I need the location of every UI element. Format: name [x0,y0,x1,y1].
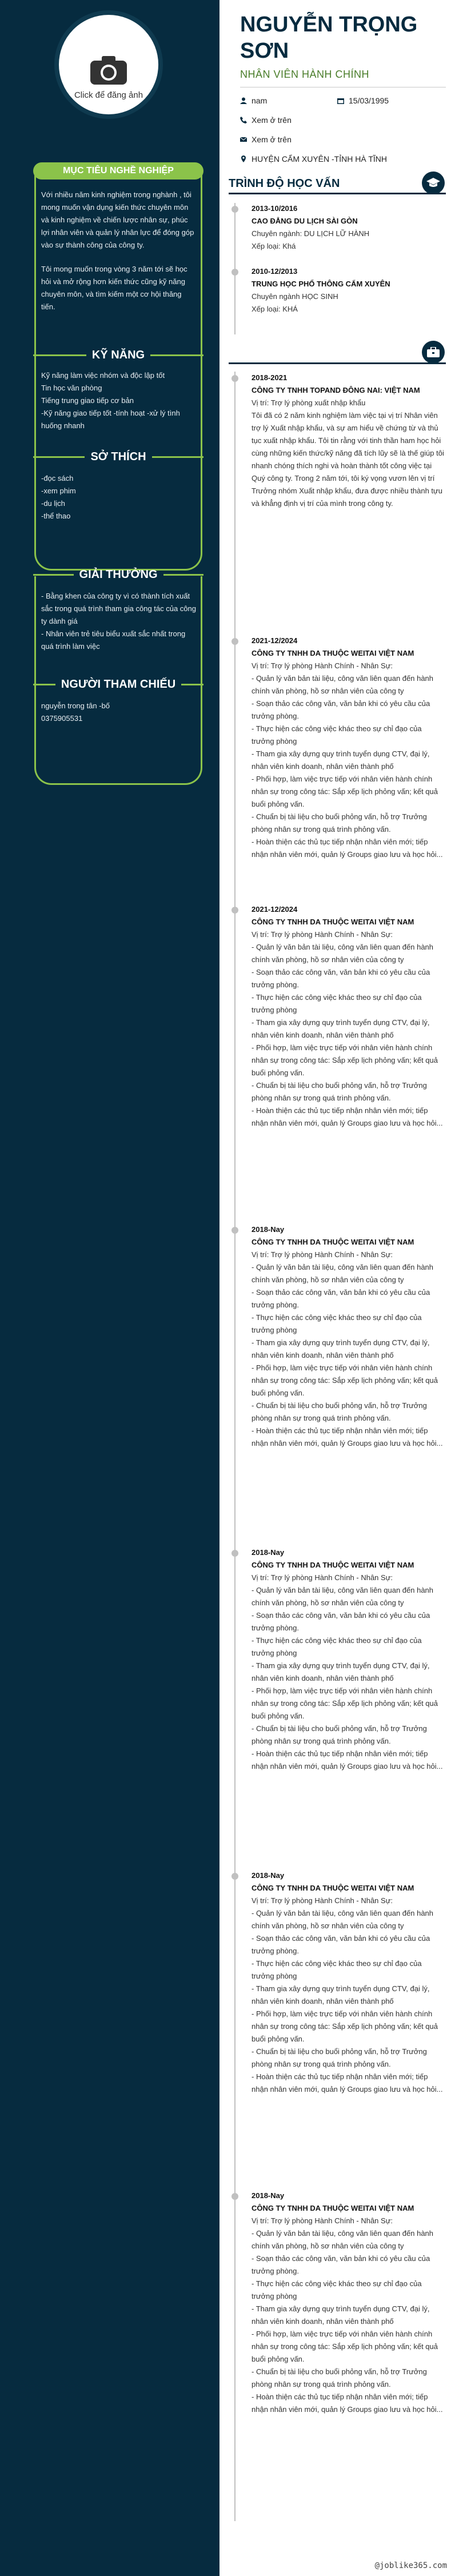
address-row [240,154,387,164]
calendar-icon [337,97,344,104]
gender-value: nam [252,96,268,105]
experience-detail: - Chuẩn bị tài liệu cho buổi phỏng vấn, hỗ trợ Trưởng phòng nhân sự trong quá trình phỏng vấn. [252,1724,427,1745]
experience-detail: - Soạn thảo các công văn, văn bản khi có yêu cầu của trưởng phòng. [252,2254,430,2275]
briefcase-icon [422,341,445,364]
experience-detail: - Tham gia xây dựng quy trình tuyển dụng CTV, đại lý, nhân viên kinh doanh, nhân viên thành phố [252,1338,430,1359]
gender-row [240,96,267,105]
experience-detail: - Hoàn thiện các thủ tục tiếp nhận nhân viên mới; tiếp nhận nhân viên mới, quản lý Groups giao lưu và học hỏi... [252,2392,443,2414]
experience-date: 2018-2021 [252,373,288,382]
experience-detail: - Tham gia xây dựng quy trình tuyển dụng CTV, đại lý, nhân viên kinh doanh, nhân viên thành phố [252,1661,430,1682]
experience-detail: - Hoàn thiện các thủ tục tiếp nhận nhân viên mới; tiếp nhận nhân viên mới, quản lý Groups giao lưu và học hỏi... [252,1749,443,1770]
timeline-dot [232,1873,238,1880]
experience-detail: - Chuẩn bị tài liệu cho buổi phỏng vấn, hỗ trợ Trưởng phòng nhân sự trong quá trình phỏng vấn. [252,2047,427,2068]
experience-detail: - Thực hiện các công việc khác theo sự chỉ đạo của trưởng phòng [252,2279,422,2300]
experience-date: 2021-12/2024 [252,636,298,645]
experience-date: 2018-Nay [252,2191,285,2200]
hobby-item: -thể thao [41,512,71,520]
experience-detail: - Chuẩn bị tài liệu cho buổi phỏng vấn, hỗ trợ Trưởng phòng nhân sự trong quá trình phỏng vấn. [252,812,427,834]
experience-detail: - Thực hiện các công việc khác theo sự chỉ đạo của trưởng phòng [252,724,422,745]
timeline-dot [232,907,238,914]
phone-row [240,115,292,125]
skill-item: -Kỹ năng giao tiếp tốt -tính hoạt -xử lý tình huống nhanh [41,409,180,430]
phone-value: Xem ở trên [252,115,292,125]
candidate-name: NGUYỄN TRỌNG SƠN [240,13,418,63]
experience-detail: - Tham gia xây dựng quy trình tuyển dụng CTV, đại lý, nhân viên kinh doanh, nhân viên thành phố [252,1984,430,2005]
experience-detail: - Tham gia xây dựng quy trình tuyển dụng CTV, đại lý, nhân viên kinh doanh, nhân viên thành phố [252,1018,430,1039]
experience-detail: - Soạn thảo các công văn, văn bản khi có yêu cầu của trưởng phòng. [252,699,430,720]
experience-detail: - Thực hiện các công việc khác theo sự chỉ đạo của trưởng phòng [252,1959,422,1980]
experience-detail: - Hoàn thiện các thủ tục tiếp nhận nhân viên mới; tiếp nhận nhân viên mới, quản lý Groups giao lưu và học hỏi... [252,1106,443,1127]
experience-detail: - Hoàn thiện các thủ tục tiếp nhận nhân viên mới; tiếp nhận nhân viên mới, quản lý Groups giao lưu và học hỏi... [252,1426,443,1447]
experience-role: Vị trí: Trợ lý phòng Hành Chính - Nhân Sự: [252,661,393,670]
hobbies-title: SỞ THÍCH [33,450,203,464]
experience-detail: - Soạn thảo các công văn, văn bản khi có yêu cầu của trưởng phòng. [252,1611,430,1632]
experience-detail: - Phối hợp, làm việc trực tiếp với nhân viên hành chính nhân sự trong công tác: Sắp xếp lịch phỏng vấn; kết quả buổi phỏng vấn. [252,1043,438,1077]
location-icon [240,155,247,162]
experience-detail: - Quản lý văn bản tài liệu, công văn liên quan đến hành chính văn phòng, hồ sơ nhân viên của công ty [252,1909,434,1930]
footer-watermark: @joblike365.com [374,2561,447,2570]
experience-entry [252,2190,446,2416]
reference-name: nguyễn trong tân -bố [41,701,110,710]
skill-item: Tiếng trung giao tiếp cơ bản [41,396,134,405]
reference-phone: 0375905531 [41,714,83,723]
address-value: HUYỆN CẨM XUYÊN -TỈNH HÀ TĨNH [252,154,387,164]
experience-company: CÔNG TY TNHH TOPAND ĐÔNG NAI: VIỆT NAM [252,386,420,394]
timeline-dot [232,2193,238,2200]
experience-detail: - Tham gia xây dựng quy trình tuyển dụng CTV, đại lý, nhân viên kinh doanh, nhân viên thành phố [252,749,430,771]
award-item: - Nhân viên trẻ tiêu biểu xuất sắc nhất trong quá trình làm việc [41,629,186,651]
email-value: Xem ở trên [252,135,292,144]
experience-detail: - Phối hợp, làm việc trực tiếp với nhân viên hành chính nhân sự trong công tác: Sắp xếp lịch phỏng vấn; kết quả buổi phỏng vấn. [252,1686,438,1720]
education-entry: 2013-10/2016 CAO ĐẲNG DU LỊCH SÀI GÒN Chuyên ngành: DU LỊCH LỮ HÀNH Xếp loại: Khá [252,204,370,250]
experience-detail: - Thực hiện các công việc khác theo sự chỉ đạo của trưởng phòng [252,1636,422,1657]
phone-icon [240,117,247,123]
graduation-cap-icon [422,172,445,194]
experience-entry [252,1546,446,1773]
references [41,700,197,725]
experience-detail: - Quản lý văn bản tài liệu, công văn liên quan đến hành chính văn phòng, hồ sơ nhân viên của công ty [252,1263,434,1284]
objective-text [41,189,197,313]
experience-detail: - Phối hợp, làm việc trực tiếp với nhân viên hành chính nhân sự trong công tác: Sắp xếp lịch phỏng vấn; kết quả buổi phỏng vấn. [252,775,438,808]
experience-detail: - Chuẩn bị tài liệu cho buổi phỏng vấn, hỗ trợ Trưởng phòng nhân sự trong quá trình phỏng vấn. [252,1401,427,1422]
experience-detail: - Soạn thảo các công văn, văn bản khi có yêu cầu của trưởng phòng. [252,1934,430,1955]
timeline-dot [232,375,238,382]
experience-detail: - Chuẩn bị tài liệu cho buổi phỏng vấn, hỗ trợ Trưởng phòng nhân sự trong quá trình phỏng vấn. [252,1081,427,1102]
experience-role: Vị trí: Trợ lý phòng xuất nhập khẩu [252,398,366,407]
hobbies-list [41,472,197,523]
awards-list [41,590,197,653]
experience-detail: - Phối hợp, làm việc trực tiếp với nhân viên hành chính nhân sự trong công tác: Sắp xếp lịch phỏng vấn; kết quả buổi phỏng vấn. [252,2330,438,2363]
experience-detail: - Quản lý văn bản tài liệu, công văn liên quan đến hành chính văn phòng, hồ sơ nhân viên của công ty [252,674,434,695]
hobby-item: -đọc sách [41,474,74,482]
job-title: NHÂN VIÊN HÀNH CHÍNH [240,69,370,80]
experience-date: 2021-12/2024 [252,905,298,914]
experience-detail: - Tham gia xây dựng quy trình tuyển dụng CTV, đại lý, nhân viên kinh doanh, nhân viên thành phố [252,2304,430,2326]
experience-role: Vị trí: Trợ lý phòng Hành Chính - Nhân Sự: [252,930,393,939]
experience-detail: - Thực hiện các công việc khác theo sự chỉ đạo của trưởng phòng [252,993,422,1014]
experience-detail: - Phối hợp, làm việc trực tiếp với nhân viên hành chính nhân sự trong công tác: Sắp xếp lịch phỏng vấn; kết quả buổi phỏng vấn. [252,1363,438,1397]
experience-date: 2018-Nay [252,1871,285,1880]
experience-entry [252,372,446,510]
experience-detail: - Phối hợp, làm việc trực tiếp với nhân viên hành chính nhân sự trong công tác: Sắp xếp lịch phỏng vấn; kết quả buổi phỏng vấn. [252,2009,438,2043]
experience-detail: Tôi đã có 2 năm kinh nghiệm làm việc tại vị trí Nhân viên trợ lý Xuất nhập khẩu, và sự am hiểu về chứng từ và thủ tục xuất nhập khẩu. Tôi tin rằng với tinh thần ham học hỏi cùng những kiến thức/kỹ năng đã tích lũy sẽ là thế giúp tôi nhanh chóng thích nghi và hoàn thành tốt công việc tại Quý công ty. Trong 2 năm tới, tôi ký vọng vươn lên vị trí Trưởng nhóm Xuất nhập khẩu, đưa được nhiều thành tựu và khẳng định vị trí của mình trong công ty. [252,411,444,508]
objective-p2: Tôi mong muốn trong vòng 3 năm tới sẽ học hỏi và mở rộng hơn kiến thức cũng kỹ năng chuyên môn, và tìm kiếm một cơ hội thăng tiến. [41,265,187,311]
experience-company: CÔNG TY TNHH DA THUỘC WEITAI VIỆT NAM [252,1884,414,1892]
experience-company: CÔNG TY TNHH DA THUỘC WEITAI VIỆT NAM [252,918,414,926]
experience-detail: - Hoàn thiện các thủ tục tiếp nhận nhân viên mới; tiếp nhận nhân viên mới, quản lý Groups giao lưu và học hỏi... [252,2072,443,2094]
email-row [240,135,292,144]
timeline-dot [232,269,238,276]
experience-detail: - Soạn thảo các công văn, văn bản khi có yêu cầu của trưởng phòng. [252,968,430,989]
dob-row [337,96,389,105]
experience-detail: - Hoàn thiện các thủ tục tiếp nhận nhân viên mới; tiếp nhận nhân viên mới, quản lý Groups giao lưu và học hỏi... [252,838,443,859]
skills-list [41,369,197,432]
sidebar [0,0,219,2576]
experience-company: CÔNG TY TNHH DA THUỘC WEITAI VIỆT NAM [252,649,414,657]
education-title: TRÌNH ĐỘ HỌC VẤN [229,177,446,194]
skill-item: Kỹ năng làm việc nhóm và độc lập tốt [41,371,165,380]
experience-detail: - Quản lý văn bản tài liệu, công văn liên quan đến hành chính văn phòng, hồ sơ nhân viên của công ty [252,943,434,964]
timeline-dot [232,1227,238,1234]
experience-entry [252,635,446,861]
experience-detail: - Soạn thảo các công văn, văn bản khi có yêu cầu của trưởng phòng. [252,1288,430,1309]
timeline-dot [232,638,238,645]
experience-entry [252,903,446,1130]
experience-entry [252,1223,446,1450]
education-entry: 2010-12/2013 TRUNG HỌC PHỔ THÔNG CẨM XUYÊN Chuyên ngành HỌC SINH Xếp loại: KHÁ [252,267,390,313]
timeline-dot [232,1550,238,1557]
experience-date: 2018-Nay [252,1225,285,1234]
experience-company: CÔNG TY TNHH DA THUỘC WEITAI VIỆT NAM [252,1238,414,1246]
experience-detail: - Chuẩn bị tài liệu cho buổi phỏng vấn, hỗ trợ Trưởng phòng nhân sự trong quá trình phỏng vấn. [252,2367,427,2388]
objective-p1: Với nhiều năm kinh nghiệm trong nghành , tôi mong muốn vận dụng kiến thức chuyên môn và kinh nghiệm về chiến lược nhân sự, phúc lợi nhân viên và quản lý nhân lực để đóng góp vào sự thành công của công ty. [41,190,194,249]
references-title: NGƯỜI THAM CHIẾU [33,678,203,691]
avatar-upload[interactable] [54,10,163,119]
experience-detail: - Quản lý văn bản tài liệu, công văn liên quan đến hành chính văn phòng, hồ sơ nhân viên của công ty [252,1586,434,1607]
award-item: - Bằng khen của công ty vì có thành tích xuất sắc trong quá trình tham gia công tác của công ty dành giá [41,592,197,625]
hobby-item: -xem phim [41,487,76,495]
experience-role: Vị trí: Trợ lý phòng Hành Chính - Nhân Sự: [252,1573,393,1582]
timeline-dot [232,206,238,213]
experience-role: Vị trí: Trợ lý phòng Hành Chính - Nhân Sự: [252,1250,393,1259]
experience-title [229,346,446,364]
dob-value: 15/03/1995 [349,96,389,105]
experience-company: CÔNG TY TNHH DA THUỘC WEITAI VIỆT NAM [252,2204,414,2212]
awards-title: GIẢI THƯỞNG [33,568,203,581]
email-icon [240,136,247,143]
experience-date: 2018-Nay [252,1548,285,1557]
hobby-item: -du lịch [41,499,65,508]
experience-detail: - Thực hiện các công việc khác theo sự chỉ đạo của trưởng phòng [252,1313,422,1334]
person-icon [240,97,247,104]
experience-detail: - Quản lý văn bản tài liệu, công văn liên quan đến hành chính văn phòng, hồ sơ nhân viên của công ty [252,2229,434,2250]
experience-role: Vị trí: Trợ lý phòng Hành Chính - Nhân Sự: [252,2216,393,2225]
skills-title: KỸ NĂNG [33,349,203,362]
camera-icon [90,55,127,85]
experience-entry [252,1869,446,2096]
experience-role: Vị trí: Trợ lý phòng Hành Chính - Nhân Sự: [252,1896,393,1905]
photo-caption: Click để đăng ảnh [74,90,143,100]
experience-company: CÔNG TY TNHH DA THUỘC WEITAI VIỆT NAM [252,1561,414,1569]
objective-title: MỤC TIÊU NGHỀ NGHIỆP [33,162,203,180]
skill-item: Tin học văn phòng [41,384,102,392]
